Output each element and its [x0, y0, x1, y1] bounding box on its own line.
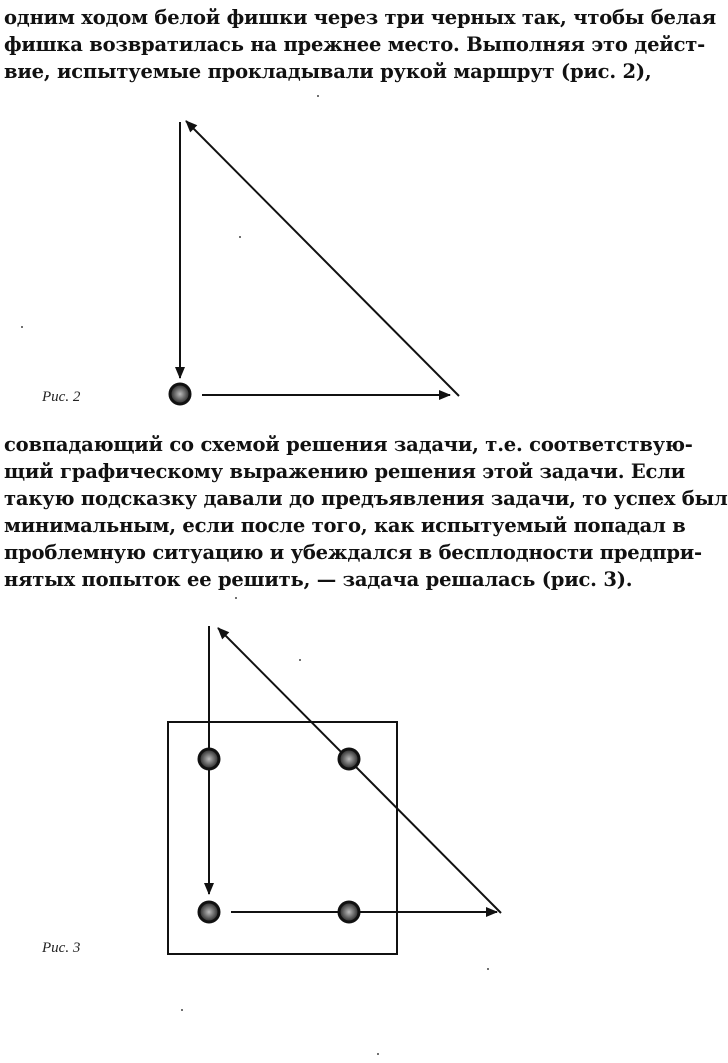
- speck: [299, 659, 301, 661]
- paragraph-2-line: нятых попыток ее решить, — задача решалась (рис. 3).: [4, 568, 633, 591]
- speck: [317, 95, 319, 97]
- paragraph-2-line: щий графическому выражению решения этой задачи. Если: [4, 460, 686, 483]
- figure-3-chip-bottom-right: [339, 902, 359, 922]
- speck: [181, 1009, 183, 1011]
- figure-3-diagram: [168, 626, 501, 954]
- paragraph-2: [4, 431, 728, 593]
- figure-2-diagram: [170, 121, 459, 404]
- figure-2-chip: [170, 384, 190, 404]
- paragraph-2-line: проблемную ситуацию и убеждался в бесплодности предпри-: [4, 541, 702, 564]
- paragraph-2-line: минимальным, если после того, как испытуемый попадал в: [4, 514, 686, 537]
- speck: [235, 597, 237, 599]
- paragraph-1-line: вие, испытуемые прокладывали рукой маршрут (рис. 2),: [4, 60, 652, 83]
- speck: [377, 1053, 379, 1055]
- speck: [239, 236, 241, 238]
- figure-3-chip-top-right: [339, 749, 359, 769]
- speck: [487, 968, 489, 970]
- figure-3-chip-bottom-left: [199, 902, 219, 922]
- speck: [21, 326, 23, 328]
- figure-3-chip-top-left: [199, 749, 219, 769]
- paragraph-2-line: такую подсказку давали до предъявления задачи, то успех был: [4, 487, 728, 510]
- paragraph-1-line: фишка возвратилась на прежнее место. Выполняя это дейст-: [4, 33, 706, 56]
- paragraph-1-line: одним ходом белой фишки через три черных так, чтобы белая: [4, 6, 716, 29]
- figure-3-caption: Рис. 3: [42, 940, 81, 956]
- figure-3-diagonal-arrow: [218, 628, 501, 913]
- figure-2-diagonal-arrow: [186, 121, 459, 396]
- figure-2-caption: Рис. 2: [42, 389, 81, 405]
- paragraph-2-line: совпадающий со схемой решения задачи, т.е. соответствую-: [4, 433, 693, 456]
